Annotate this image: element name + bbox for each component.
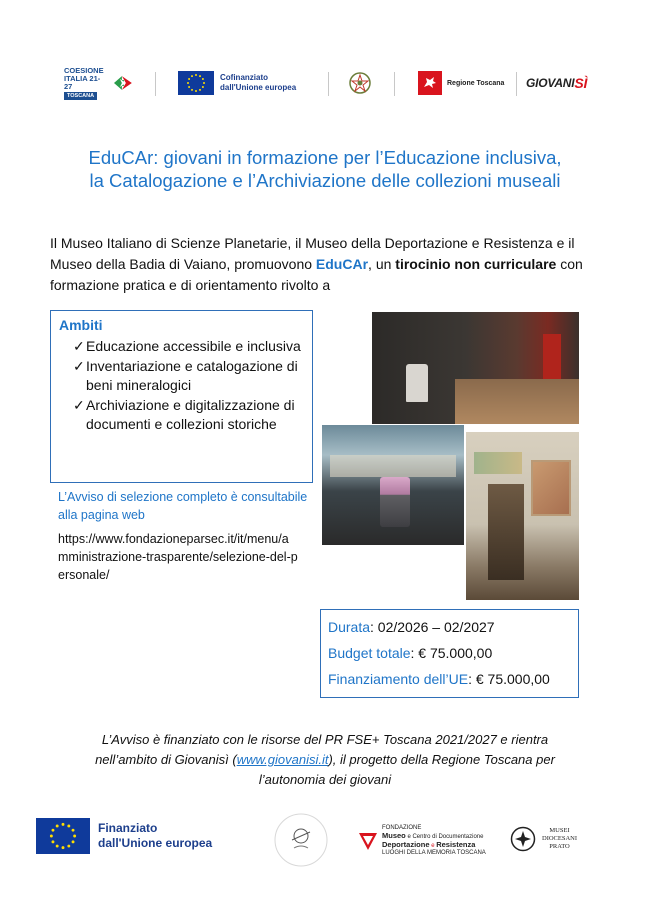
intro-part1: Il Museo Italiano di Scienze Planetarie, il Museo della Deportazione e Resistenza e il Museo della Badia di Vaiano, promuovono bbox=[50, 235, 575, 272]
note-part2: ), il progetto della Regione Toscana per l’autonomia dei giovani bbox=[258, 752, 555, 787]
coesione-arrow-icon bbox=[112, 74, 134, 92]
logo-separator bbox=[328, 72, 329, 96]
musei-diocesani-logo bbox=[510, 826, 577, 852]
eu-bottom-line1: Finanziato bbox=[98, 821, 158, 835]
durata-label: Durata bbox=[328, 619, 371, 635]
avviso-text: L’Avviso di selezione completo è consultabile alla pagina web bbox=[58, 490, 308, 522]
logo-separator bbox=[516, 72, 517, 96]
funding-note bbox=[95, 730, 555, 790]
museum-planetary-photo bbox=[322, 425, 464, 545]
badia-vaiano-photo bbox=[466, 432, 579, 600]
financing-value: : € 75.000,00 bbox=[468, 671, 550, 687]
budget-value: : € 75.000,00 bbox=[410, 645, 493, 661]
budget-label: Budget totale bbox=[328, 645, 411, 661]
eu-flag-icon bbox=[36, 818, 90, 854]
regione-toscana-logo bbox=[418, 66, 514, 100]
list-item bbox=[59, 396, 304, 435]
eu-top-line1: Cofinanziato bbox=[220, 73, 268, 82]
giovanisi-link[interactable]: www.giovanisi.it bbox=[236, 752, 329, 767]
top-logo-bar bbox=[60, 66, 600, 106]
durata-row bbox=[328, 614, 578, 640]
diocesani-line2: DIOCESANI bbox=[542, 835, 578, 842]
pegasus-icon bbox=[418, 71, 442, 95]
durata-value: : 02/2026 – 02/2027 bbox=[370, 619, 495, 635]
intro-paragraph bbox=[50, 233, 600, 296]
dep-line7: LUOGHI DELLA MEMORIA TOSCANA bbox=[382, 850, 486, 856]
museum-deportation-photo bbox=[372, 312, 579, 424]
list-item bbox=[59, 357, 304, 396]
giovanisi-accent: SÌ bbox=[574, 75, 588, 91]
logo-separator bbox=[155, 72, 156, 96]
ambiti-item-text: Educazione accessibile e inclusiva bbox=[86, 338, 301, 354]
logo-separator bbox=[394, 72, 395, 96]
eu-top-line2: dall'Unione europea bbox=[220, 83, 297, 92]
title-line2: la Catalogazione e l’Archiviazione delle collezioni museali bbox=[89, 170, 561, 191]
ambiti-list bbox=[59, 337, 304, 435]
checkmark-icon: ✓ bbox=[73, 338, 85, 354]
budget-row bbox=[328, 640, 578, 666]
coesione-italia-logo bbox=[64, 66, 134, 100]
eu-bottom-line2: dall'Unione europea bbox=[98, 836, 213, 850]
ambiti-item-text: Inventariazione e catalogazione di beni mineralogici bbox=[86, 357, 298, 393]
financing-row bbox=[328, 666, 578, 692]
bottom-logo-bar bbox=[0, 812, 650, 872]
dep-line2: Museo bbox=[382, 831, 406, 840]
cross-icon bbox=[510, 826, 536, 852]
eu-finanziato-logo bbox=[36, 818, 212, 854]
diocesani-line1: MUSEI bbox=[549, 827, 570, 834]
giovanisi-main: GIOVANI bbox=[526, 76, 575, 90]
coesione-line1: COESIONE bbox=[64, 65, 104, 75]
dep-line5: e bbox=[431, 843, 435, 849]
selection-url-link[interactable]: https://www.fondazioneparsec.it/it/menu/amministrazione-trasparente/selezione-del-personale/ bbox=[58, 532, 298, 582]
museo-scienze-planetarie-logo bbox=[270, 812, 332, 868]
financing-label: Finanziamento dell’UE bbox=[328, 671, 469, 687]
dep-line4: Deportazione bbox=[382, 840, 430, 849]
dep-line6: Resistenza bbox=[436, 840, 476, 849]
title-line1: EduCAr: giovani in formazione per l’Educazione inclusiva, bbox=[88, 147, 562, 168]
museo-deportazione-logo bbox=[357, 826, 492, 856]
intro-part2: , un bbox=[368, 256, 396, 272]
giovanisi-logo bbox=[526, 66, 596, 100]
eu-cofinanziato-logo bbox=[178, 66, 308, 100]
intro-bold: tirocinio non curriculare bbox=[395, 256, 557, 272]
list-item bbox=[59, 337, 304, 357]
coesione-line3: TOSCANA bbox=[64, 92, 97, 100]
diocesani-line3: PRATO bbox=[549, 843, 570, 850]
triangle-icon bbox=[357, 830, 379, 852]
coesione-line2: ITALIA 21-27 bbox=[64, 73, 101, 91]
ambiti-box bbox=[50, 310, 313, 483]
project-details-box bbox=[320, 609, 579, 698]
dep-line1: FONDAZIONE bbox=[382, 825, 422, 831]
dep-line3: e Centro di Documentazione bbox=[407, 834, 484, 840]
intro-part3: con formazione pratica e di orientamento rivolto a bbox=[50, 256, 583, 293]
page-title bbox=[40, 146, 610, 192]
eu-flag-icon bbox=[178, 71, 214, 95]
regione-label: Regione Toscana bbox=[447, 79, 505, 87]
ambiti-heading: Ambiti bbox=[59, 317, 103, 333]
ambiti-item-text: Archiviazione e digitalizzazione di documenti e collezioni storiche bbox=[86, 396, 295, 432]
italian-republic-emblem-icon bbox=[348, 66, 374, 100]
checkmark-icon: ✓ bbox=[73, 396, 85, 413]
note-part1: L’Avviso è finanziato con le risorse del PR FSE+ Toscana 2021/2027 e rientra nell’ambito di Giovanisì ( bbox=[95, 732, 549, 767]
intro-brand: EduCAr bbox=[315, 256, 369, 272]
checkmark-icon: ✓ bbox=[73, 357, 85, 374]
